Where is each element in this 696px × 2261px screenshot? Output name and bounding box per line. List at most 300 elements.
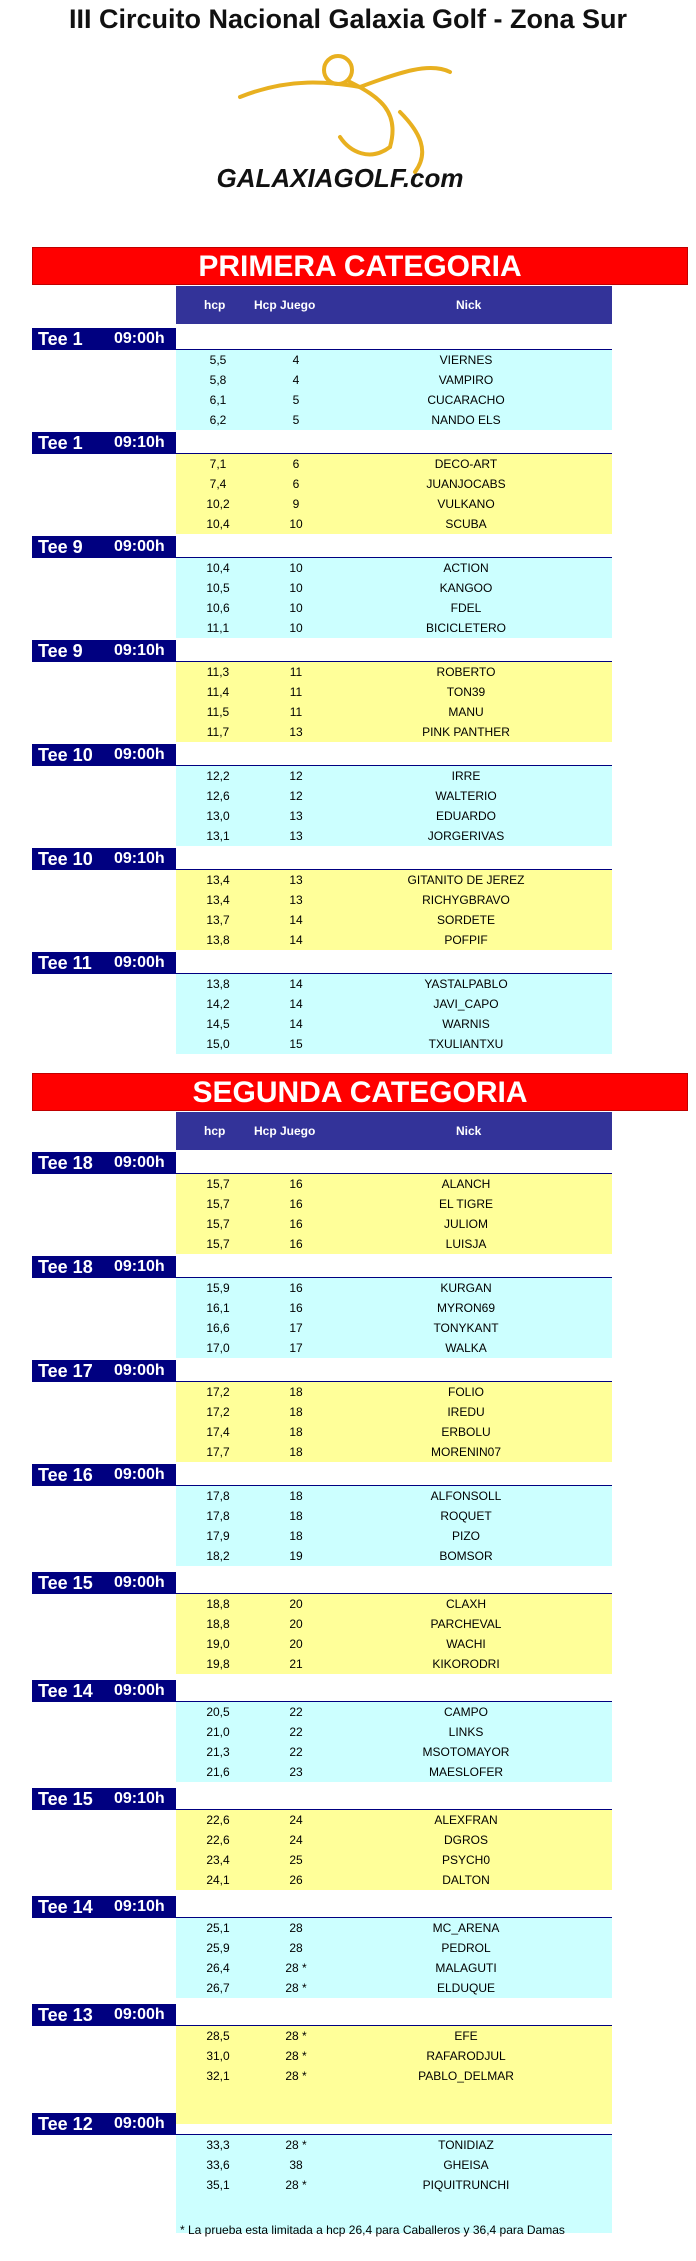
tee-label <box>32 744 176 766</box>
cell-hcp: 19,0 <box>206 1637 230 1651</box>
cell-nick: YASTALPABLO <box>424 977 508 991</box>
cell-hcp: 33,3 <box>206 2138 230 2152</box>
cell-hcp-juego: 14 <box>289 933 303 947</box>
cell-hcp-juego: 25 <box>289 1853 303 1867</box>
cell-nick: JULIOM <box>443 1217 488 1231</box>
column-header <box>176 1112 612 1150</box>
cell-hcp-juego: 10 <box>289 517 303 531</box>
cell-hcp: 17,7 <box>206 1445 230 1459</box>
tee-time: 09:00h <box>114 1154 165 1171</box>
tee-time: 09:10h <box>114 850 165 867</box>
tee-group <box>176 1702 612 1782</box>
cell-hcp-juego: 5 <box>292 393 300 407</box>
tee-number: Tee 1 <box>38 329 83 349</box>
cell-hcp-juego: 9 <box>292 497 300 511</box>
tee-group <box>176 870 612 950</box>
cell-nick: RAFARODJUL <box>426 2049 506 2063</box>
cell-hcp: 26,7 <box>206 1981 230 1995</box>
table-row <box>176 1034 612 1054</box>
tee-group <box>176 1594 612 1674</box>
table-row <box>176 1830 612 1850</box>
tee-time: 09:00h <box>114 1362 165 1379</box>
cell-hcp: 17,0 <box>206 1341 230 1355</box>
cell-hcp-juego: 28 * <box>285 1981 307 1995</box>
tee-number: Tee 15 <box>38 1789 93 1809</box>
cell-hcp: 17,9 <box>206 1529 230 1543</box>
cell-hcp-juego: 16 <box>289 1217 303 1231</box>
cell-hcp-juego: 16 <box>289 1301 303 1315</box>
cell-hcp-juego: 6 <box>292 477 300 491</box>
cell-hcp: 13,8 <box>206 977 230 991</box>
tee-group <box>176 1486 612 1566</box>
cell-hcp-juego: 18 <box>289 1509 303 1523</box>
cell-hcp: 22,6 <box>206 1833 230 1847</box>
cell-hcp-juego: 14 <box>289 997 303 1011</box>
table-row <box>176 1762 612 1782</box>
cell-nick: MANU <box>448 705 484 719</box>
table-row <box>176 2195 612 2215</box>
cell-hcp: 19,8 <box>206 1657 230 1671</box>
cell-hcp-juego: 14 <box>289 977 303 991</box>
tee-time: 09:00h <box>114 1574 165 1591</box>
table-row <box>176 454 612 474</box>
cell-hcp-juego: 24 <box>289 1833 303 1847</box>
cell-hcp-juego: 11 <box>289 665 303 679</box>
cell-hcp: 17,8 <box>206 1509 230 1523</box>
table-row <box>176 806 612 826</box>
table-row <box>176 390 612 410</box>
cell-hcp: 18,8 <box>206 1617 230 1631</box>
cell-nick: ROBERTO <box>436 665 496 679</box>
cell-nick: WALKA <box>445 1341 487 1355</box>
cell-hcp-juego: 10 <box>289 601 303 615</box>
table-row <box>176 662 612 682</box>
cell-hcp: 15,7 <box>206 1197 230 1211</box>
cell-hcp-juego: 22 <box>289 1705 303 1719</box>
tee-time: 09:10h <box>114 1898 165 1915</box>
cell-hcp: 15,7 <box>206 1237 230 1251</box>
cell-nick: GHEISA <box>443 2158 489 2172</box>
cell-hcp: 17,2 <box>206 1385 230 1399</box>
cell-hcp-juego: 23 <box>289 1765 303 1779</box>
cell-nick: VIERNES <box>439 353 493 367</box>
cell-hcp-juego: 20 <box>289 1617 303 1631</box>
cell-hcp-juego: 20 <box>289 1637 303 1651</box>
cell-hcp-juego: 13 <box>289 893 303 907</box>
cell-nick: CUCARACHO <box>427 393 505 407</box>
table-row <box>176 494 612 514</box>
cell-hcp: 24,1 <box>206 1873 230 1887</box>
table-row <box>176 1850 612 1870</box>
cell-nick: ALANCH <box>441 1177 491 1191</box>
cell-hcp-juego: 28 <box>289 1921 303 1935</box>
cell-hcp: 15,7 <box>206 1177 230 1191</box>
cell-hcp: 26,4 <box>206 1961 230 1975</box>
col-hcp-header: hcp <box>204 1124 226 1138</box>
table-row <box>176 1402 612 1422</box>
column-header <box>176 286 612 324</box>
tee-time: 09:00h <box>114 1682 165 1699</box>
table-row <box>176 1918 612 1938</box>
tee-number: Tee 1 <box>38 433 83 453</box>
cell-nick: DALTON <box>442 1873 490 1887</box>
tee-group <box>176 1278 612 1358</box>
cell-nick: ERBOLU <box>441 1425 491 1439</box>
tee-group <box>176 1810 612 1890</box>
cell-nick: MALAGUTI <box>435 1961 497 1975</box>
cell-hcp: 28,5 <box>206 2029 230 2043</box>
tee-group <box>176 2135 612 2233</box>
group-padding <box>176 2106 612 2124</box>
cell-hcp: 10,5 <box>206 581 230 595</box>
table-row <box>176 1174 612 1194</box>
table-row <box>176 930 612 950</box>
tee-number: Tee 14 <box>38 1897 93 1917</box>
cell-hcp: 22,6 <box>206 1813 230 1827</box>
tee-time: 09:10h <box>114 1790 165 1807</box>
col-juego-header: Hcp Juego <box>254 1124 316 1138</box>
table-row <box>176 910 612 930</box>
tee-label <box>32 1360 176 1382</box>
cell-hcp-juego: 14 <box>289 913 303 927</box>
tee-label <box>32 432 176 454</box>
cell-nick: EFE <box>454 2029 478 2043</box>
table-row <box>176 994 612 1014</box>
table-row <box>176 410 612 430</box>
table-row <box>176 2046 612 2066</box>
cell-nick: MAESLOFER <box>428 1765 503 1779</box>
cell-hcp-juego: 11 <box>289 685 303 699</box>
table-row <box>176 1214 612 1234</box>
cell-hcp-juego: 17 <box>289 1341 303 1355</box>
cell-hcp: 15,7 <box>206 1217 230 1231</box>
cell-nick: CAMPO <box>443 1705 488 1719</box>
tee-label <box>32 1464 176 1486</box>
cell-hcp-juego: 28 * <box>285 2138 307 2152</box>
tee-time: 09:00h <box>114 746 165 763</box>
cell-hcp: 6,1 <box>209 393 227 407</box>
cell-hcp: 16,1 <box>206 1301 230 1315</box>
golfer-icon <box>240 56 450 172</box>
table-row <box>176 1722 612 1742</box>
cell-hcp: 13,4 <box>206 873 230 887</box>
cell-hcp: 23,4 <box>206 1853 230 1867</box>
cell-hcp: 13,1 <box>206 829 230 843</box>
cell-hcp: 21,6 <box>206 1765 230 1779</box>
tee-time: 09:00h <box>114 2115 165 2132</box>
tee-number: Tee 12 <box>38 2114 93 2134</box>
cell-nick: PSYCH0 <box>441 1853 491 1867</box>
cell-nick: RICHYGBRAVO <box>422 893 510 907</box>
cell-hcp: 14,2 <box>206 997 230 1011</box>
category-banner: PRIMERA CATEGORIA <box>32 247 688 285</box>
cell-hcp: 14,5 <box>206 1017 230 1031</box>
cell-hcp: 13,8 <box>206 933 230 947</box>
table-row <box>176 1422 612 1442</box>
cell-hcp: 18,8 <box>206 1597 230 1611</box>
cell-hcp-juego: 38 <box>289 2158 303 2172</box>
tee-label <box>32 536 176 558</box>
table-row <box>176 766 612 786</box>
tee-time: 09:00h <box>114 1466 165 1483</box>
cell-nick: JUANJOCABS <box>426 477 506 491</box>
cell-hcp: 5,5 <box>209 353 227 367</box>
cell-hcp-juego: 16 <box>289 1177 303 1191</box>
cell-nick: BICICLETERO <box>425 621 506 635</box>
cell-nick: KURGAN <box>440 1281 492 1295</box>
cell-nick: PABLO_DELMAR <box>418 2069 514 2083</box>
cell-nick: SCUBA <box>445 517 487 531</box>
table-row <box>176 870 612 890</box>
table-row <box>176 1810 612 1830</box>
cell-hcp: 13,4 <box>206 893 230 907</box>
cell-hcp: 12,6 <box>206 789 230 803</box>
table-row <box>176 370 612 390</box>
table-row <box>176 1546 612 1566</box>
table-row <box>176 558 612 578</box>
tee-group <box>176 558 612 638</box>
tee-label <box>32 952 176 974</box>
tee-group <box>176 662 612 742</box>
cell-hcp: 13,0 <box>206 809 230 823</box>
cell-hcp: 17,4 <box>206 1425 230 1439</box>
table-row <box>176 1978 612 1998</box>
table-row <box>176 1234 612 1254</box>
cell-hcp-juego: 18 <box>289 1489 303 1503</box>
table-row <box>176 1338 612 1358</box>
category-banner: SEGUNDA CATEGORIA <box>32 1073 688 1111</box>
cell-nick: BOMSOR <box>439 1549 493 1563</box>
cell-hcp-juego: 18 <box>289 1385 303 1399</box>
cell-hcp-juego: 22 <box>289 1725 303 1739</box>
table-row <box>176 2155 612 2175</box>
tee-label <box>32 1152 176 1174</box>
table-row <box>176 1742 612 1762</box>
tee-group <box>176 350 612 430</box>
tee-group <box>176 454 612 534</box>
cell-hcp: 6,2 <box>209 413 227 427</box>
cell-hcp: 7,4 <box>209 477 227 491</box>
cell-hcp: 12,2 <box>206 769 230 783</box>
cell-hcp-juego: 21 <box>289 1657 303 1671</box>
table-row <box>176 1298 612 1318</box>
cell-hcp-juego: 28 * <box>285 2029 307 2043</box>
cell-nick: TONYKANT <box>433 1321 499 1335</box>
cell-nick: MORENIN07 <box>430 1445 501 1459</box>
tee-label <box>32 328 176 350</box>
table-row <box>176 786 612 806</box>
cell-nick: LINKS <box>448 1725 484 1739</box>
cell-hcp-juego: 13 <box>289 829 303 843</box>
table-row <box>176 1614 612 1634</box>
cell-hcp-juego: 28 * <box>285 1961 307 1975</box>
table-row <box>176 890 612 910</box>
cell-hcp-juego: 13 <box>289 725 303 739</box>
cell-hcp: 10,4 <box>206 561 230 575</box>
tee-time: 09:10h <box>114 642 165 659</box>
table-row <box>176 2086 612 2106</box>
tee-number: Tee 10 <box>38 745 93 765</box>
tee-number: Tee 18 <box>38 1153 93 1173</box>
cell-hcp-juego: 10 <box>289 581 303 595</box>
col-nick-header: Nick <box>456 1124 482 1138</box>
cell-nick: GITANITO DE JEREZ <box>407 873 525 887</box>
col-juego-header: Hcp Juego <box>254 298 316 312</box>
col-hcp-header: hcp <box>204 298 226 312</box>
cell-hcp: 11,3 <box>206 665 230 679</box>
cell-nick: ACTION <box>443 561 489 575</box>
table-row <box>176 1654 612 1674</box>
cell-hcp-juego: 20 <box>289 1597 303 1611</box>
table-row <box>176 682 612 702</box>
cell-nick: IREDU <box>447 1405 485 1419</box>
cell-nick: EL TIGRE <box>438 1197 494 1211</box>
cell-hcp: 15,9 <box>206 1281 230 1295</box>
tee-number: Tee 14 <box>38 1681 93 1701</box>
cell-hcp: 10,2 <box>206 497 230 511</box>
cell-nick: MC_ARENA <box>432 1921 500 1935</box>
tee-group <box>176 2026 612 2124</box>
cell-hcp-juego: 4 <box>292 353 300 367</box>
cell-nick: ALEXFRAN <box>434 1813 498 1827</box>
cell-hcp: 10,6 <box>206 601 230 615</box>
table-row <box>176 2066 612 2086</box>
cell-hcp-juego: 16 <box>289 1281 303 1295</box>
table-row <box>176 2135 612 2155</box>
tee-label <box>32 1256 176 1278</box>
cell-hcp-juego: 16 <box>289 1197 303 1211</box>
cell-nick: MSOTOMAYOR <box>422 1745 510 1759</box>
cell-hcp-juego: 18 <box>289 1425 303 1439</box>
cell-nick: FOLIO <box>447 1385 484 1399</box>
cell-nick: LUISJA <box>445 1237 487 1251</box>
tee-number: Tee 10 <box>38 849 93 869</box>
cell-hcp-juego: 28 * <box>285 2069 307 2083</box>
table-row <box>176 598 612 618</box>
cell-hcp: 11,7 <box>206 725 230 739</box>
tee-time: 09:00h <box>114 2006 165 2023</box>
cell-nick: WARNIS <box>442 1017 490 1031</box>
cell-hcp-juego: 6 <box>292 457 300 471</box>
cell-hcp-juego: 4 <box>292 373 300 387</box>
cell-hcp-juego: 15 <box>289 1037 303 1051</box>
table-row <box>176 350 612 370</box>
table-row <box>176 722 612 742</box>
tee-group <box>176 1174 612 1254</box>
cell-nick: PIQUITRUNCHI <box>422 2178 510 2192</box>
cell-hcp: 13,7 <box>206 913 230 927</box>
cell-nick: PEDROL <box>441 1941 491 1955</box>
tee-group <box>176 974 612 1054</box>
cell-hcp-juego: 28 * <box>285 2049 307 2063</box>
cell-nick: ROQUET <box>440 1509 492 1523</box>
cell-nick: ALFONSOLL <box>430 1489 502 1503</box>
cell-hcp-juego: 16 <box>289 1237 303 1251</box>
cell-nick: DECO-ART <box>434 457 498 471</box>
cell-nick: KANGOO <box>439 581 493 595</box>
tee-group <box>176 1918 612 1998</box>
cell-hcp: 18,2 <box>206 1549 230 1563</box>
cell-hcp-juego: 12 <box>289 769 303 783</box>
cell-hcp-juego: 5 <box>292 413 300 427</box>
cell-nick: NANDO ELS <box>431 413 501 427</box>
tee-label <box>32 1896 176 1918</box>
cell-nick: JAVI_CAPO <box>433 997 499 1011</box>
cell-nick: WACHI <box>446 1637 486 1651</box>
cell-nick: POFPIF <box>444 933 488 947</box>
cell-nick: PARCHEVAL <box>430 1617 502 1631</box>
table-row <box>176 1938 612 1958</box>
cell-hcp: 33,6 <box>206 2158 230 2172</box>
cell-nick: PINK PANTHER <box>422 725 510 739</box>
table-row <box>176 1634 612 1654</box>
cell-nick: TONIDIAZ <box>438 2138 494 2152</box>
page-title: III Circuito Nacional Galaxia Golf - Zona Sur <box>68 4 628 34</box>
cell-hcp: 16,6 <box>206 1321 230 1335</box>
tee-number: Tee 17 <box>38 1361 93 1381</box>
cell-hcp-juego: 11 <box>289 705 303 719</box>
tee-time: 09:00h <box>114 538 165 555</box>
cell-nick: VULKANO <box>437 497 495 511</box>
cell-hcp-juego: 18 <box>289 1405 303 1419</box>
table-row <box>176 2026 612 2046</box>
table-row <box>176 974 612 994</box>
cell-hcp: 11,1 <box>206 621 230 635</box>
tee-label <box>32 2113 176 2135</box>
col-nick-header: Nick <box>456 298 482 312</box>
cell-hcp: 5,8 <box>209 373 227 387</box>
table-row <box>176 474 612 494</box>
galaxia-golf-logo <box>200 52 480 202</box>
cell-hcp: 31,0 <box>206 2049 230 2063</box>
cell-nick: VAMPIRO <box>438 373 494 387</box>
table-row <box>176 1014 612 1034</box>
cell-hcp: 20,5 <box>206 1705 230 1719</box>
cell-hcp: 21,3 <box>206 1745 230 1759</box>
cell-hcp-juego: 19 <box>289 1549 303 1563</box>
cell-hcp-juego: 13 <box>289 873 303 887</box>
table-row <box>176 1318 612 1338</box>
logo-text: GALAXIAGOLF.com <box>216 163 464 193</box>
table-row <box>176 1506 612 1526</box>
tee-label <box>32 640 176 662</box>
cell-nick: FDEL <box>450 601 482 615</box>
cell-hcp: 15,0 <box>206 1037 230 1051</box>
cell-nick: WALTERIO <box>435 789 497 803</box>
table-row <box>176 1278 612 1298</box>
tee-time: 09:00h <box>114 330 165 347</box>
cell-hcp: 11,5 <box>206 705 230 719</box>
cell-hcp: 17,8 <box>206 1489 230 1503</box>
table-row <box>176 702 612 722</box>
cell-nick: DGROS <box>443 1833 488 1847</box>
cell-hcp: 32,1 <box>206 2069 230 2083</box>
cell-hcp: 35,1 <box>206 2178 230 2192</box>
cell-hcp-juego: 28 <box>289 1941 303 1955</box>
table-row <box>176 2175 612 2195</box>
tee-time: 09:00h <box>114 954 165 971</box>
cell-hcp: 10,4 <box>206 517 230 531</box>
cell-nick: JORGERIVAS <box>427 829 505 843</box>
cell-hcp-juego: 10 <box>289 621 303 635</box>
cell-hcp-juego: 18 <box>289 1529 303 1543</box>
cell-nick: KIKORODRI <box>432 1657 500 1671</box>
cell-hcp-juego: 28 * <box>285 2178 307 2192</box>
cell-hcp: 17,2 <box>206 1405 230 1419</box>
cell-hcp-juego: 14 <box>289 1017 303 1031</box>
table-row <box>176 1702 612 1722</box>
tee-number: Tee 11 <box>38 953 92 973</box>
